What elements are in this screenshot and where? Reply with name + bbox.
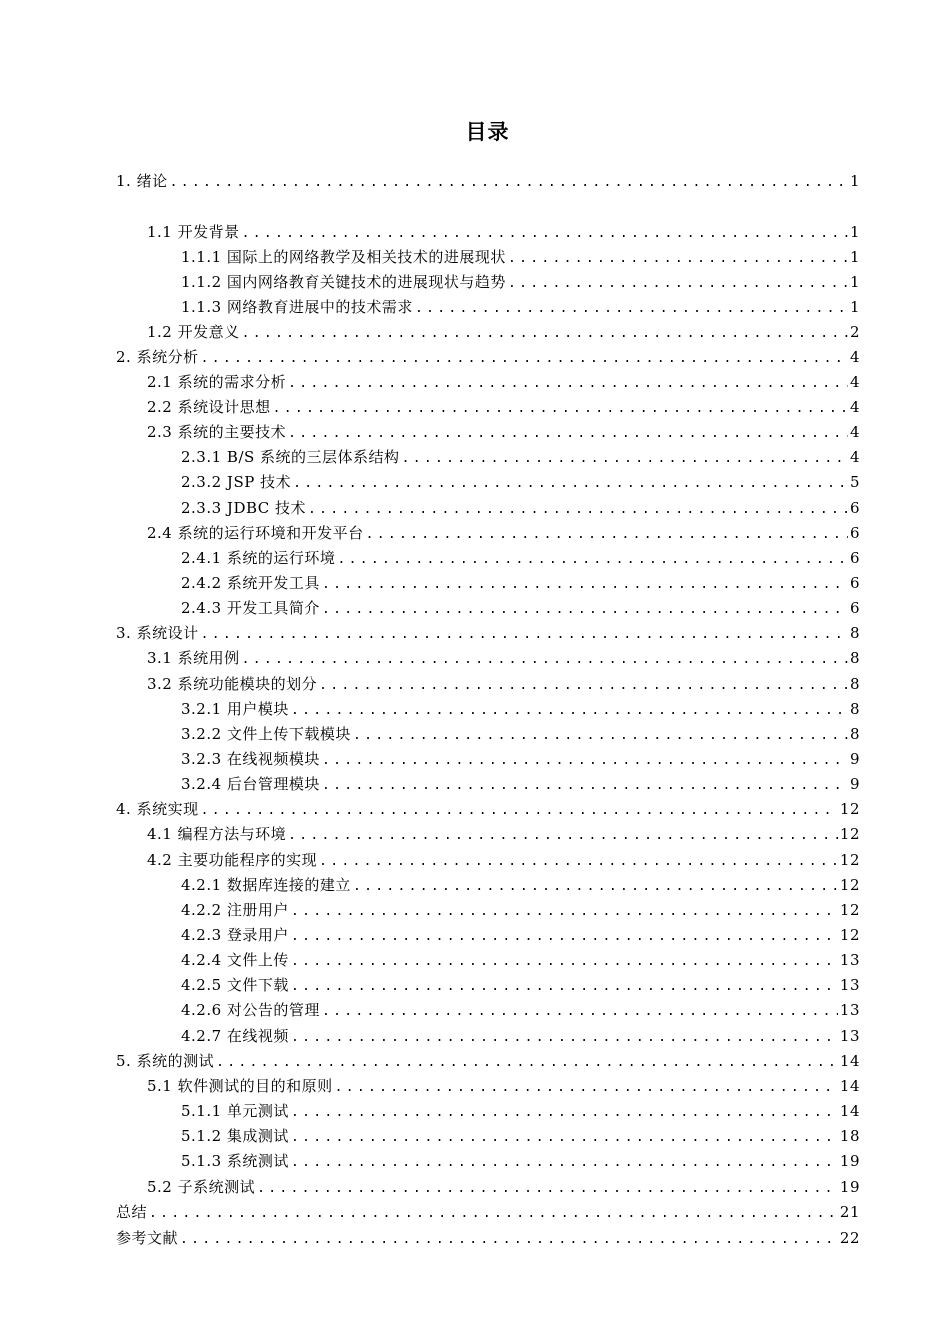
- toc-entry[interactable]: [181, 697, 860, 722]
- dot-leader: [216, 1050, 838, 1075]
- dot-leader: [402, 446, 848, 471]
- dot-leader: [291, 899, 838, 924]
- dot-leader: [291, 698, 848, 723]
- toc-entry[interactable]: [147, 1074, 860, 1099]
- toc-entry[interactable]: [181, 747, 860, 772]
- toc-entry[interactable]: [181, 923, 860, 948]
- dot-leader: [242, 647, 848, 672]
- toc-entry[interactable]: [116, 797, 860, 822]
- toc-entry-label: 2.4.3 开发工具简介: [181, 599, 320, 617]
- toc-entry-label: 2.3.1 B/S 系统的三层体系结构: [181, 448, 400, 466]
- toc-entry[interactable]: [147, 320, 860, 345]
- toc-entry-page-number: 2: [849, 323, 860, 341]
- dot-leader: [201, 346, 848, 371]
- toc-entry-page-number: 13: [839, 1027, 860, 1045]
- toc-entry-label: 1.1.1 国际上的网络教学及相关技术的进展现状: [181, 248, 506, 266]
- toc-entry-label: 2.4.1 系统的运行环境: [181, 549, 336, 567]
- dot-leader: [257, 1176, 838, 1201]
- toc-entry[interactable]: [181, 546, 860, 571]
- toc-entry-label: 3. 系统设计: [116, 624, 199, 642]
- toc-entry-label: 3.2.2 文件上传下载模块: [181, 725, 351, 743]
- dot-leader: [335, 1075, 838, 1100]
- toc-entry[interactable]: [181, 973, 860, 998]
- toc-entry-page-number: 1: [849, 172, 860, 190]
- toc-entry-page-number: 12: [839, 926, 860, 944]
- toc-entry[interactable]: [147, 395, 860, 420]
- toc-entry-page-number: 9: [849, 775, 860, 793]
- toc-entry[interactable]: [116, 1049, 860, 1074]
- toc-entry-label: 3.2 系统功能模块的划分: [147, 675, 318, 693]
- toc-entry-label: 2.4 系统的运行环境和开发平台: [147, 524, 364, 542]
- dot-leader: [322, 572, 848, 597]
- toc-entry-label: 2.3.2 JSP 技术: [181, 473, 292, 491]
- toc-entry-page-number: 8: [849, 675, 860, 693]
- dot-leader: [508, 246, 848, 271]
- toc-entry-label: 4.2 主要功能程序的实现: [147, 851, 318, 869]
- toc-entry-label: 3.1 系统用例: [147, 649, 240, 667]
- toc-entry-page-number: 14: [839, 1052, 860, 1070]
- toc-entry-page-number: 8: [849, 649, 860, 667]
- toc-entry-page-number: 1: [849, 223, 860, 241]
- toc-entry-page-number: 12: [839, 901, 860, 919]
- toc-entry[interactable]: [147, 646, 860, 671]
- toc-entry[interactable]: [116, 1200, 860, 1225]
- toc-entry[interactable]: [181, 873, 860, 898]
- toc-entry-page-number: 13: [839, 976, 860, 994]
- toc-entry-label: 5.1.1 单元测试: [181, 1102, 289, 1120]
- toc-entry[interactable]: [147, 521, 860, 546]
- toc-entry-label: 5.1 软件测试的目的和原则: [147, 1077, 333, 1095]
- toc-entry[interactable]: [181, 245, 860, 270]
- toc-entry-label: 2. 系统分析: [116, 348, 199, 366]
- dot-leader: [308, 497, 848, 522]
- toc-entry-label: 3.2.1 用户模块: [181, 700, 289, 718]
- toc-entry-label: 4. 系统实现: [116, 800, 199, 818]
- toc-entry[interactable]: [181, 496, 860, 521]
- toc-entry[interactable]: [181, 772, 860, 797]
- toc-entry-label: 总结: [116, 1203, 148, 1221]
- toc-entry[interactable]: [116, 345, 860, 370]
- toc-entry-label: 2.3 系统的主要技术: [147, 423, 287, 441]
- toc-entry[interactable]: [181, 1099, 860, 1124]
- toc-entry-page-number: 22: [839, 1229, 860, 1247]
- toc-entry-label: 1.2 开发意义: [147, 323, 240, 341]
- toc-entry-label: 4.2.7 在线视频: [181, 1027, 289, 1045]
- toc-entry-page-number: 21: [839, 1203, 860, 1221]
- dot-leader: [366, 522, 848, 547]
- toc-entry-page-number: 12: [839, 800, 860, 818]
- toc-entry-page-number: 12: [839, 825, 860, 843]
- dot-leader: [291, 1150, 838, 1175]
- dot-leader: [291, 974, 838, 999]
- toc-entry-page-number: 4: [849, 448, 860, 466]
- toc-entry-page-number: 4: [849, 398, 860, 416]
- toc-entry-label: 4.1 编程方法与环境: [147, 825, 287, 843]
- toc-entry-page-number: 14: [839, 1077, 860, 1095]
- dot-leader: [288, 371, 848, 396]
- dot-leader: [322, 597, 848, 622]
- dot-leader: [337, 547, 848, 572]
- toc-entry-label: 1.1 开发背景: [147, 223, 240, 241]
- toc-entry-page-number: 6: [849, 524, 860, 542]
- toc-entry-label: 2.4.2 系统开发工具: [181, 574, 320, 592]
- toc-entry-label: 2.1 系统的需求分析: [147, 373, 287, 391]
- toc-entry[interactable]: [147, 848, 860, 873]
- toc-entry-page-number: 14: [839, 1102, 860, 1120]
- toc-entry-label: 4.2.6 对公告的管理: [181, 1001, 320, 1019]
- toc-entry-label: 4.2.4 文件上传: [181, 951, 289, 969]
- toc-entry-label: 1.1.2 国内网络教育关键技术的进展现状与趋势: [181, 273, 506, 291]
- toc-entry-page-number: 12: [839, 876, 860, 894]
- toc-entry[interactable]: [147, 370, 860, 395]
- dot-leader: [288, 823, 838, 848]
- toc-entry[interactable]: [181, 295, 860, 320]
- toc-entry[interactable]: [181, 1124, 860, 1149]
- toc-entry[interactable]: [116, 1226, 860, 1251]
- dot-leader: [288, 421, 848, 446]
- toc-entry-page-number: 6: [849, 574, 860, 592]
- dot-leader: [201, 622, 848, 647]
- toc-entry[interactable]: [147, 220, 860, 245]
- dot-leader: [353, 723, 848, 748]
- toc-entry-label: 4.2.1 数据库连接的建立: [181, 876, 351, 894]
- toc-entry[interactable]: [116, 621, 860, 646]
- toc-entry-page-number: 5: [849, 473, 860, 491]
- toc-entry[interactable]: [181, 1024, 860, 1049]
- toc-title: 目录: [465, 120, 510, 144]
- toc-entry-page-number: 6: [849, 599, 860, 617]
- dot-leader: [293, 471, 848, 496]
- toc-entry-page-number: 19: [839, 1178, 860, 1196]
- toc-entry-label: 1. 绪论: [116, 172, 168, 190]
- dot-leader: [319, 673, 848, 698]
- toc-entry-label: 1.1.3 网络教育进展中的技术需求: [181, 298, 413, 316]
- toc-entry-label: 3.2.3 在线视频模块: [181, 750, 320, 768]
- dot-leader: [180, 1227, 838, 1252]
- toc-entry-label: 5.2 子系统测试: [147, 1178, 256, 1196]
- toc-entry-page-number: 12: [839, 851, 860, 869]
- toc-entry[interactable]: [147, 420, 860, 445]
- dot-leader: [242, 321, 848, 346]
- dot-leader: [291, 1025, 838, 1050]
- toc-entry[interactable]: [181, 1149, 860, 1174]
- toc-entry[interactable]: [181, 596, 860, 621]
- toc-entry-page-number: 8: [849, 725, 860, 743]
- toc-entry-label: 2.2 系统设计思想: [147, 398, 271, 416]
- toc-entry[interactable]: [181, 998, 860, 1023]
- toc-entry-page-number: 19: [839, 1152, 860, 1170]
- toc-entry-label: 4.2.2 注册用户: [181, 901, 289, 919]
- toc-entry-page-number: 4: [849, 423, 860, 441]
- dot-leader: [322, 999, 838, 1024]
- dot-leader: [201, 798, 838, 823]
- toc-entry-label: 3.2.4 后台管理模块: [181, 775, 320, 793]
- toc-entry-label: 5.1.2 集成测试: [181, 1127, 289, 1145]
- toc-entry[interactable]: [147, 1175, 860, 1200]
- toc-entry-page-number: 13: [839, 951, 860, 969]
- toc-entry-page-number: 8: [849, 624, 860, 642]
- dot-leader: [291, 1125, 838, 1150]
- dot-leader: [322, 773, 848, 798]
- toc-entry-page-number: 4: [849, 373, 860, 391]
- toc-entry-label: 5. 系统的测试: [116, 1052, 215, 1070]
- toc-entry-page-number: 8: [849, 700, 860, 718]
- toc-entry-page-number: 18: [839, 1127, 860, 1145]
- toc-entry[interactable]: [181, 445, 860, 470]
- dot-leader: [508, 271, 848, 296]
- toc-entry-label: 5.1.3 系统测试: [181, 1152, 289, 1170]
- dot-leader: [149, 1201, 838, 1226]
- dot-leader: [273, 396, 848, 421]
- toc-entry-page-number: 13: [839, 1001, 860, 1019]
- toc-entry-page-number: 6: [849, 549, 860, 567]
- dot-leader: [242, 221, 848, 246]
- toc-entry[interactable]: [181, 948, 860, 973]
- dot-leader: [322, 748, 848, 773]
- toc-entry[interactable]: [147, 672, 860, 697]
- toc-entry[interactable]: [181, 898, 860, 923]
- toc-entry-label: 4.2.3 登录用户: [181, 926, 289, 944]
- toc-entry[interactable]: [147, 822, 860, 847]
- dot-leader: [291, 949, 838, 974]
- dot-leader: [170, 170, 848, 195]
- toc-entry[interactable]: [181, 571, 860, 596]
- dot-leader: [291, 1100, 838, 1125]
- toc-entry-page-number: 6: [849, 499, 860, 517]
- toc-entry-page-number: 1: [849, 298, 860, 316]
- dot-leader: [353, 874, 838, 899]
- toc-entry[interactable]: [116, 169, 860, 194]
- toc-entry[interactable]: [181, 270, 860, 295]
- toc-entry-label: 参考文献: [116, 1229, 179, 1247]
- toc-entry-page-number: 9: [849, 750, 860, 768]
- toc-entry-page-number: 1: [849, 273, 860, 291]
- toc-entry[interactable]: [181, 722, 860, 747]
- toc-entry-page-number: 1: [849, 248, 860, 266]
- toc-entry-label: 4.2.5 文件下载: [181, 976, 289, 994]
- dot-leader: [415, 296, 848, 321]
- dot-leader: [319, 849, 838, 874]
- toc-entry-label: 2.3.3 JDBC 技术: [181, 499, 307, 517]
- toc-entry[interactable]: [181, 470, 860, 495]
- dot-leader: [291, 924, 838, 949]
- toc-entry-page-number: 4: [849, 348, 860, 366]
